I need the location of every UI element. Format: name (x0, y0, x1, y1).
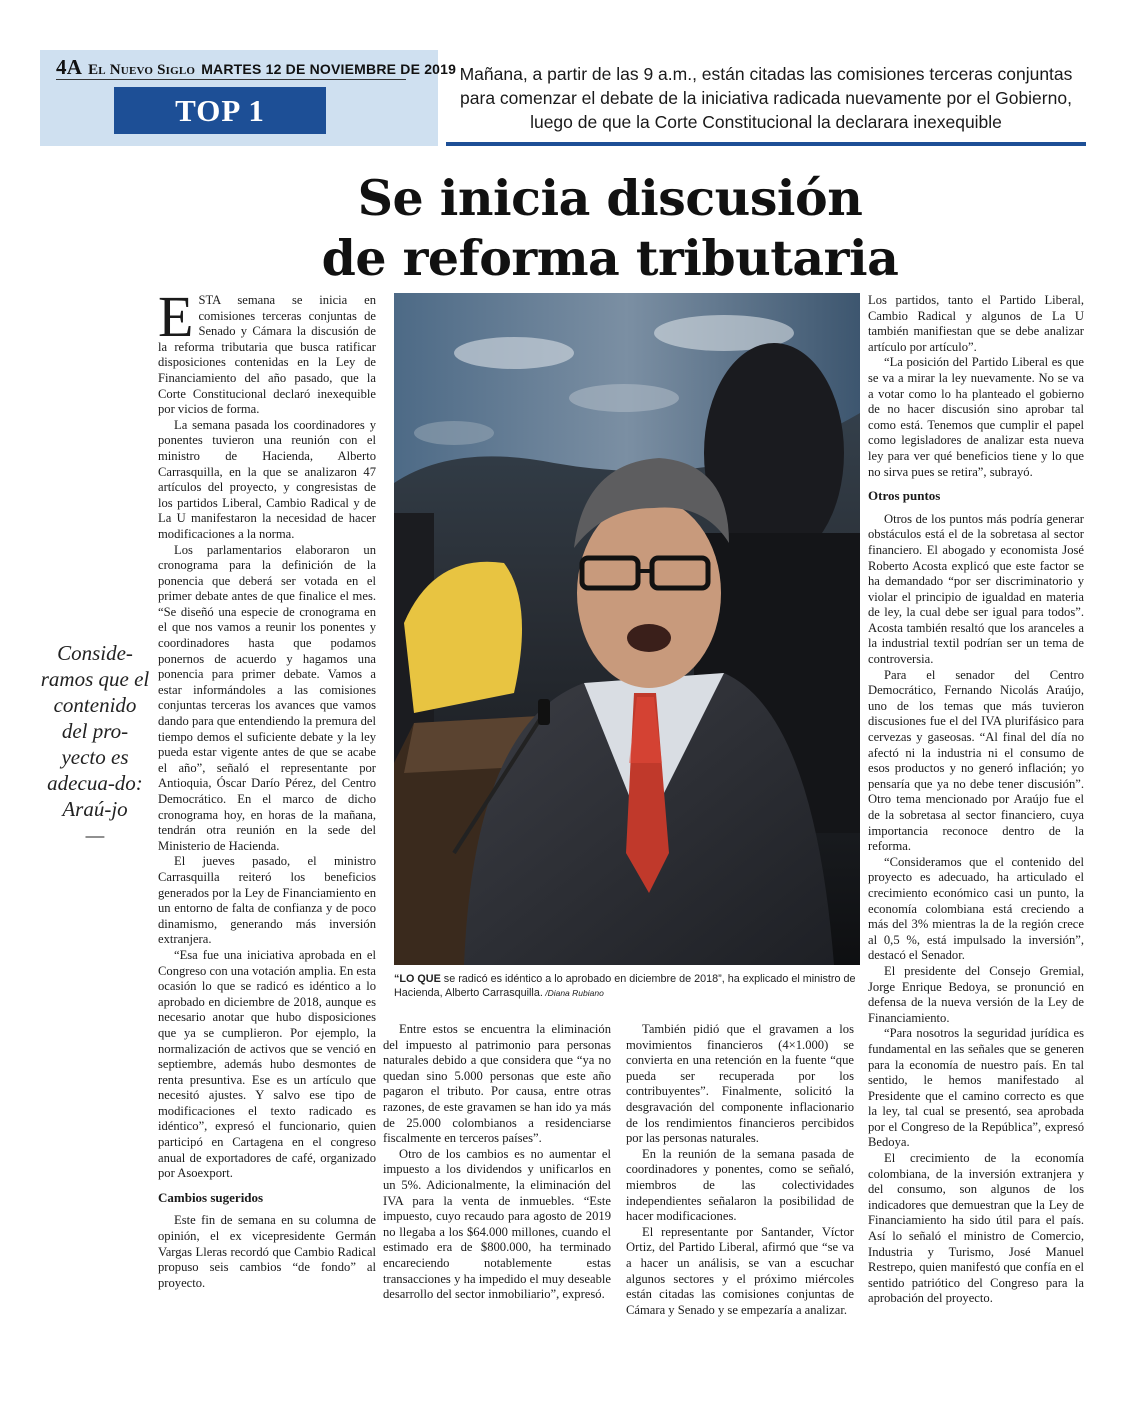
page-number: 4A (56, 55, 83, 79)
headline-line-2: de reforma tributaria (321, 229, 899, 287)
folio-line (56, 55, 456, 80)
article-paragraph: Para el senador del Centro Democrático, Fernando Nicolás Araújo, uno de los temas que más tuvieron discusiones fue el del IVA plurifásico para cervezas y gaseosas. “Al final del día no afectó ni la industria ni el consumo de esos productos y no generó inflación; yo pensaría que ya no debe tener discusión”. Otro tema mencionado por Araújo fue el de la sobretasa al sector financiero, cuya importancia reconoce dentro de la reforma. (868, 667, 1084, 854)
subhead-otros-puntos: Otros puntos (868, 488, 941, 504)
article-paragraph: También pidió que el gravamen a los movimientos financieros (4×1.000) se convierta en una retención en la fuente “que pueda ser recuperada por los contribuyentes”. Finalmente, solicitó la desgravación del componente inflacionario de los rendimientos financieros percibidos por las personas naturales. (626, 1022, 854, 1146)
article-paragraph: El crecimiento de la economía colombiana, de la inversión extranjera y del consumo, son algunos de los indicadores que demuestran que la Ley de Financiamiento ha sido útil para el país. Así lo señaló el ministro de Comercio, Industria y Turismo, José Manuel Restrepo, quien manifestó que confía en el sentido patriótico del Congreso para la aprobación del proyecto. (868, 1151, 1084, 1306)
article-paragraph: “Consideramos que el contenido del proyecto es adecuado, ha articulado el crecimiento económico casi un punto, la economía colombiana está creciendo a más del 3% mientras la de la región crece al 0,5 %, está impulsado la inversión”, destacó el Senador. (868, 854, 1084, 963)
caption-text: se radicó es idéntico a lo aprobado en diciembre de 2018”, ha explicado el ministro de Hacienda, Alberto Carrasquilla. (394, 973, 856, 999)
article-paragraph: Entre estos se encuentra la eliminación del impuesto al patrimonio para personas naturales debido a que considera que “ya no quedan sino 5.000 personas que este año pagaron el tributo. Por causa, entre otras razones, de este gravamen se han ido ya más de 25.000 colombianos a residenciarse fiscalmente en terceros países”. (383, 1022, 611, 1146)
article-paragraph: “Esa fue una iniciativa aprobada en el Congreso con una votación amplia. En esta ocasión lo que se radicó es idéntico a lo aprobado en diciembre de 2018, aunque es necesario anotar que hubo disposiciones que ya se cumplieron. Por ejemplo, la normalización de activos que se venció en septiembre, además hubo desmontes de renta presuntiva. Ese es un artículo que necesitó ajustes. Y salvo ese tipo de modificaciones el texto radicado es idéntico”, expresó el funcionario, quien participó en Cartagena en el congreso anual de exportadores de café, organizado por Asoexport. (158, 947, 376, 1181)
drop-cap: E (158, 284, 194, 349)
pull-quote (40, 640, 150, 848)
article-paragraph: Otro de los cambios es no aumentar el impuesto a los dividendos y unificarlos en un 5%. Adicionalmente, la eliminación del IVA para la venta de inmuebles. “Este impuesto, cuyo recaudo para agosto de 2019 no llegaba a los $64.000 millones, cuando el estimado era de $800.000, ha terminado encareciendo notablemente estas transacciones y ha impedido el muy deseable desarrollo del sector inmobiliario”, expresó. (383, 1146, 611, 1302)
summary-rule (446, 142, 1086, 146)
subhead-cambios: Cambios sugeridos (158, 1189, 264, 1205)
article-paragraph: Este fin de semana en su columna de opinión, el ex vicepresidente Germán Vargas Lleras recordó que Cambio Radical propuso seis cambios “de fondo” al proyecto. (158, 1213, 376, 1290)
article-column-2 (383, 1022, 611, 1303)
folio-rule (56, 79, 406, 80)
minister-photo (394, 293, 860, 965)
article-paragraph: El presidente del Consejo Gremial, Jorge Enrique Bedoya, se pronunció en defensa de la nueva versión de la Ley de Financiamiento. (868, 963, 1084, 1025)
article-column-3 (626, 1022, 854, 1318)
photo-caption (394, 972, 860, 1000)
article-paragraph: ESTA semana se inicia en comisiones terceras conjuntas de Senado y Cámara la discusión de la reforma tributaria que busca ratificar disposiciones contenidas en la Ley de Financiamiento del año pasado, que la Corte Constitucional declaró inexequible por vicios de forma. (158, 284, 376, 417)
article-paragraph: “La posición del Partido Liberal es que se va a mirar la ley nuevamente. No se va a votar como lo ha planteado el gobierno de no hacer discusión sino aprobar tal como está. Tenemos que cumplir el papel como legisladores de analizar esta nueva ley para ver qué beneficios tiene y lo que no sirva pues se retira”, subrayó. (868, 355, 1084, 479)
pull-quote-dash: — (85, 823, 105, 847)
article-column-4 (868, 293, 1084, 1307)
newspaper-name: El Nuevo Siglo (88, 62, 196, 78)
article-paragraph: Los parlamentarios elaboraron un cronograma para la definición de la ponencia que deberá ser votada en el primer debate antes de que finalice el mes. “Se diseñó una especie de cronograma en el que nos vamos a reunir los ponentes y coordinadores hasta que podamos ponernos de acuerdo y hagamos una ponencia para primer debate. Vamos a estar informándoles a las comisiones conjuntas terceras los avances que vamos dando para que entendiendo la premura del tiempo demos el suficiente debate y la ley pueda estar vigente antes de que se acabe el año”, señaló el representante por Antioquia, Óscar Darío Pérez, del Centro Democrático. En el marco de dicho cronograma hoy, en horas de la mañana, tendrán otra reunión en la sede del Ministerio de Hacienda. (158, 542, 376, 853)
article-paragraph: Los partidos, tanto el Partido Liberal, Cambio Radical y algunos de La U también manifiestan que se debe analizar artículo por artículo”. (868, 293, 1084, 354)
article-paragraph: El representante por Santander, Víctor Ortiz, del Partido Liberal, afirmó que “se va a hacer un análisis, se van a escuchar algunos sectores y el próximo miércoles están citadas las comisiones conjuntas de Cámara y Senado y se empezaría a analizar. (626, 1224, 854, 1317)
photo-credit: /Diana Rubiano (542, 988, 604, 998)
pull-quote-text: Conside-ramos que el contenido del pro-yecto es adecua-do: Araú-jo (40, 641, 150, 821)
article-paragraph: Otros de los puntos más podría generar obstáculos está el de la sobretasa al sector financiero. El abogado y economista José Roberto Acosta explicó que este factor se ha demandado “por ser discriminatorio y violar el principio de igualdad en materia de ley, la cual debe ser igual para todos”. Acosta también resaltó que los aranceles a la industrial textil podrían ser un tema de controversia. (868, 511, 1084, 667)
caption-lead: “LO QUE (394, 973, 441, 985)
section-tag: TOP 1 (114, 87, 326, 134)
header-summary: Mañana, a partir de las 9 a.m., están citadas las comisiones terceras conjuntas para comenzar el debate de la iniciativa radicada nuevamente por el Gobierno, luego de que la Corte Constitucional la declarara inexequible (459, 64, 1073, 132)
article-paragraph: La semana pasada los coordinadores y ponentes tuvieron una reunión con el ministro de Hacienda, Alberto Carrasquilla, en la que se analizaron 47 artículos del proyecto, y congresistas de los partidos Liberal, Cambio Radical y de La U manifestaron la necesidad de hacer modificaciones a la norma. (158, 417, 376, 541)
issue-date: MARTES 12 DE NOVIEMBRE DE 2019 (201, 61, 457, 77)
article-paragraph: “Para nosotros la seguridad jurídica es fundamental en las señales que se generen para la economía de nuestro país. En tal sentido, le hemos manifestado al Presidente que el camino correcto es que la ley, tal cual se presentó, sea aprobada por el Congreso de la República”, expresó Bedoya. (868, 1026, 1084, 1150)
article-paragraph: El jueves pasado, el ministro Carrasquilla reiteró los beneficios generados por la Ley de Financiamiento en un entorno de falta de confianza y de poco dinamismo, generando más inversión extranjera. (158, 854, 376, 947)
headline (150, 168, 1070, 288)
headline-line-1: Se inicia discusión (357, 169, 863, 227)
article-paragraph: En la reunión de la semana pasada de coordinadores y ponentes, como se señaló, miembros de las colectividades independientes señalaron la posibilidad de hacer modificaciones. (626, 1146, 854, 1224)
article-column-1 (158, 284, 376, 1291)
